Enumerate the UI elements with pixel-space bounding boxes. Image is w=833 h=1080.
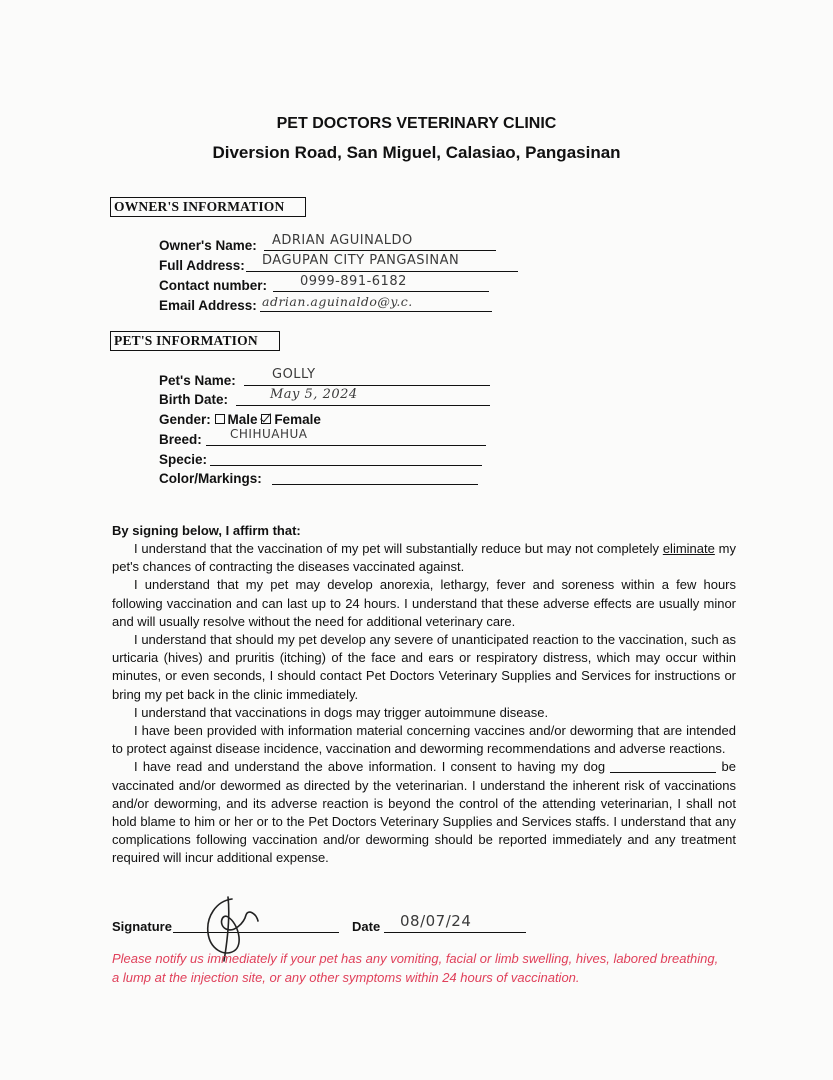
affirmation-paragraph-5: I have been provided with information material concerning vaccines and/or deworming that are intended to protect against disease incidence, vaccination and deworming recommendations and adverse reactions. — [112, 723, 736, 757]
post-vaccination-notice: Please notify us immediately if your pet has any vomiting, facial or limb swelling, hives, labored breathing, a lump at the injection site, or any other symptoms within 24 hours of vaccination. — [112, 951, 719, 985]
pet-birth-label: Birth Date: — [159, 392, 229, 407]
owner-contact-label: Contact number: — [159, 278, 267, 293]
dog-name-blank[interactable] — [610, 760, 716, 773]
affirmation-paragraph-6: I have read and understand the above information. I consent to having my dog be vaccinated and/or dewormed as directed by the veterinarian. I understand the inherent risk of vaccinations and/or deworming, and its adverse reaction is beyond the control of the attending veterinarian, I shall not hold blame to him or her or to the Pet Doctors Veterinary Supplies and Services staffs. I understand that any complications following vaccination and/or deworming should be reported immediately and any treatment required will incur additional expense. — [112, 759, 736, 866]
pet-breed-line[interactable] — [206, 445, 486, 446]
owner-name-line[interactable] — [264, 250, 496, 251]
pet-specie-line[interactable] — [210, 465, 482, 466]
owner-section-heading: OWNER'S INFORMATION — [110, 197, 306, 217]
owner-name-label: Owner's Name: — [159, 238, 257, 253]
owner-email-value[interactable]: adrian.aguinaldo@y.c. — [262, 294, 413, 309]
owner-name-value[interactable]: ADRIAN AGUINALDO — [272, 233, 413, 248]
clinic-name: PET DOCTORS VETERINARY CLINIC — [276, 115, 557, 132]
pet-color-label: Color/Markings: — [159, 471, 262, 486]
pet-section-heading: PET'S INFORMATION — [110, 331, 280, 351]
affirmation-heading: By signing below, I affirm that: — [112, 523, 301, 538]
owner-address-value[interactable]: DAGUPAN CITY PANGASINAN — [262, 253, 460, 268]
owner-address-line[interactable] — [246, 271, 518, 272]
date-label: Date — [352, 919, 381, 934]
gender-female-label: Female — [274, 412, 321, 427]
pet-color-line[interactable] — [272, 484, 478, 485]
date-value[interactable]: 08/07/24 — [400, 912, 472, 930]
pet-name-label: Pet's Name: — [159, 373, 236, 388]
pet-name-line[interactable] — [244, 385, 490, 386]
owner-contact-value[interactable]: 0999-891-6182 — [300, 274, 407, 289]
owner-contact-line[interactable] — [273, 291, 489, 292]
gender-male-label: Male — [227, 412, 258, 427]
affirmation-paragraph-1: I understand that the vaccination of my pet will substantially reduce but may not completely eliminate my pet's chances of contracting the diseases vaccinated against. — [112, 541, 736, 575]
pet-specie-label: Specie: — [159, 452, 208, 467]
pet-name-value[interactable]: GOLLY — [272, 367, 316, 382]
gender-female-checkbox[interactable] — [261, 414, 271, 424]
pet-birth-value[interactable]: May 5, 2024 — [270, 387, 358, 402]
date-line[interactable] — [384, 932, 526, 933]
gender-male-checkbox[interactable] — [215, 414, 225, 424]
owner-email-line[interactable] — [260, 311, 492, 312]
pet-breed-value[interactable]: CHIHUAHUA — [230, 427, 308, 441]
signature-label: Signature — [112, 919, 172, 934]
clinic-address: Diversion Road, San Miguel, Calasiao, Pangasinan — [212, 143, 621, 162]
pet-gender-label: Gender: — [159, 412, 211, 427]
pet-birth-line[interactable] — [236, 405, 490, 406]
affirmation-paragraph-4: I understand that vaccinations in dogs may trigger autoimmune disease. — [134, 704, 549, 720]
owner-email-label: Email Address: — [159, 298, 257, 313]
affirmation-text — [112, 540, 736, 868]
pet-breed-label: Breed: — [159, 432, 202, 447]
affirmation-paragraph-3: I understand that should my pet develop any severe of unanticipated reaction to the vaccination, such as urticaria (hives) and pruritis (itching) of the face and ears or respiratory distress, which may occur within minutes, or even seconds, I should contact Pet Doctors Veterinary Supplies and Services for instructions or bring my pet back in the clinic immediately. — [112, 632, 736, 702]
pet-gender-row — [159, 412, 321, 427]
owner-address-label: Full Address: — [159, 258, 245, 273]
affirmation-paragraph-2: I understand that my pet may develop anorexia, lethargy, fever and soreness within a few hours following vaccination and can last up to 24 hours. I understand that these adverse effects are usually minor and will usually resolve without the need for additional veterinary care. — [112, 577, 736, 629]
